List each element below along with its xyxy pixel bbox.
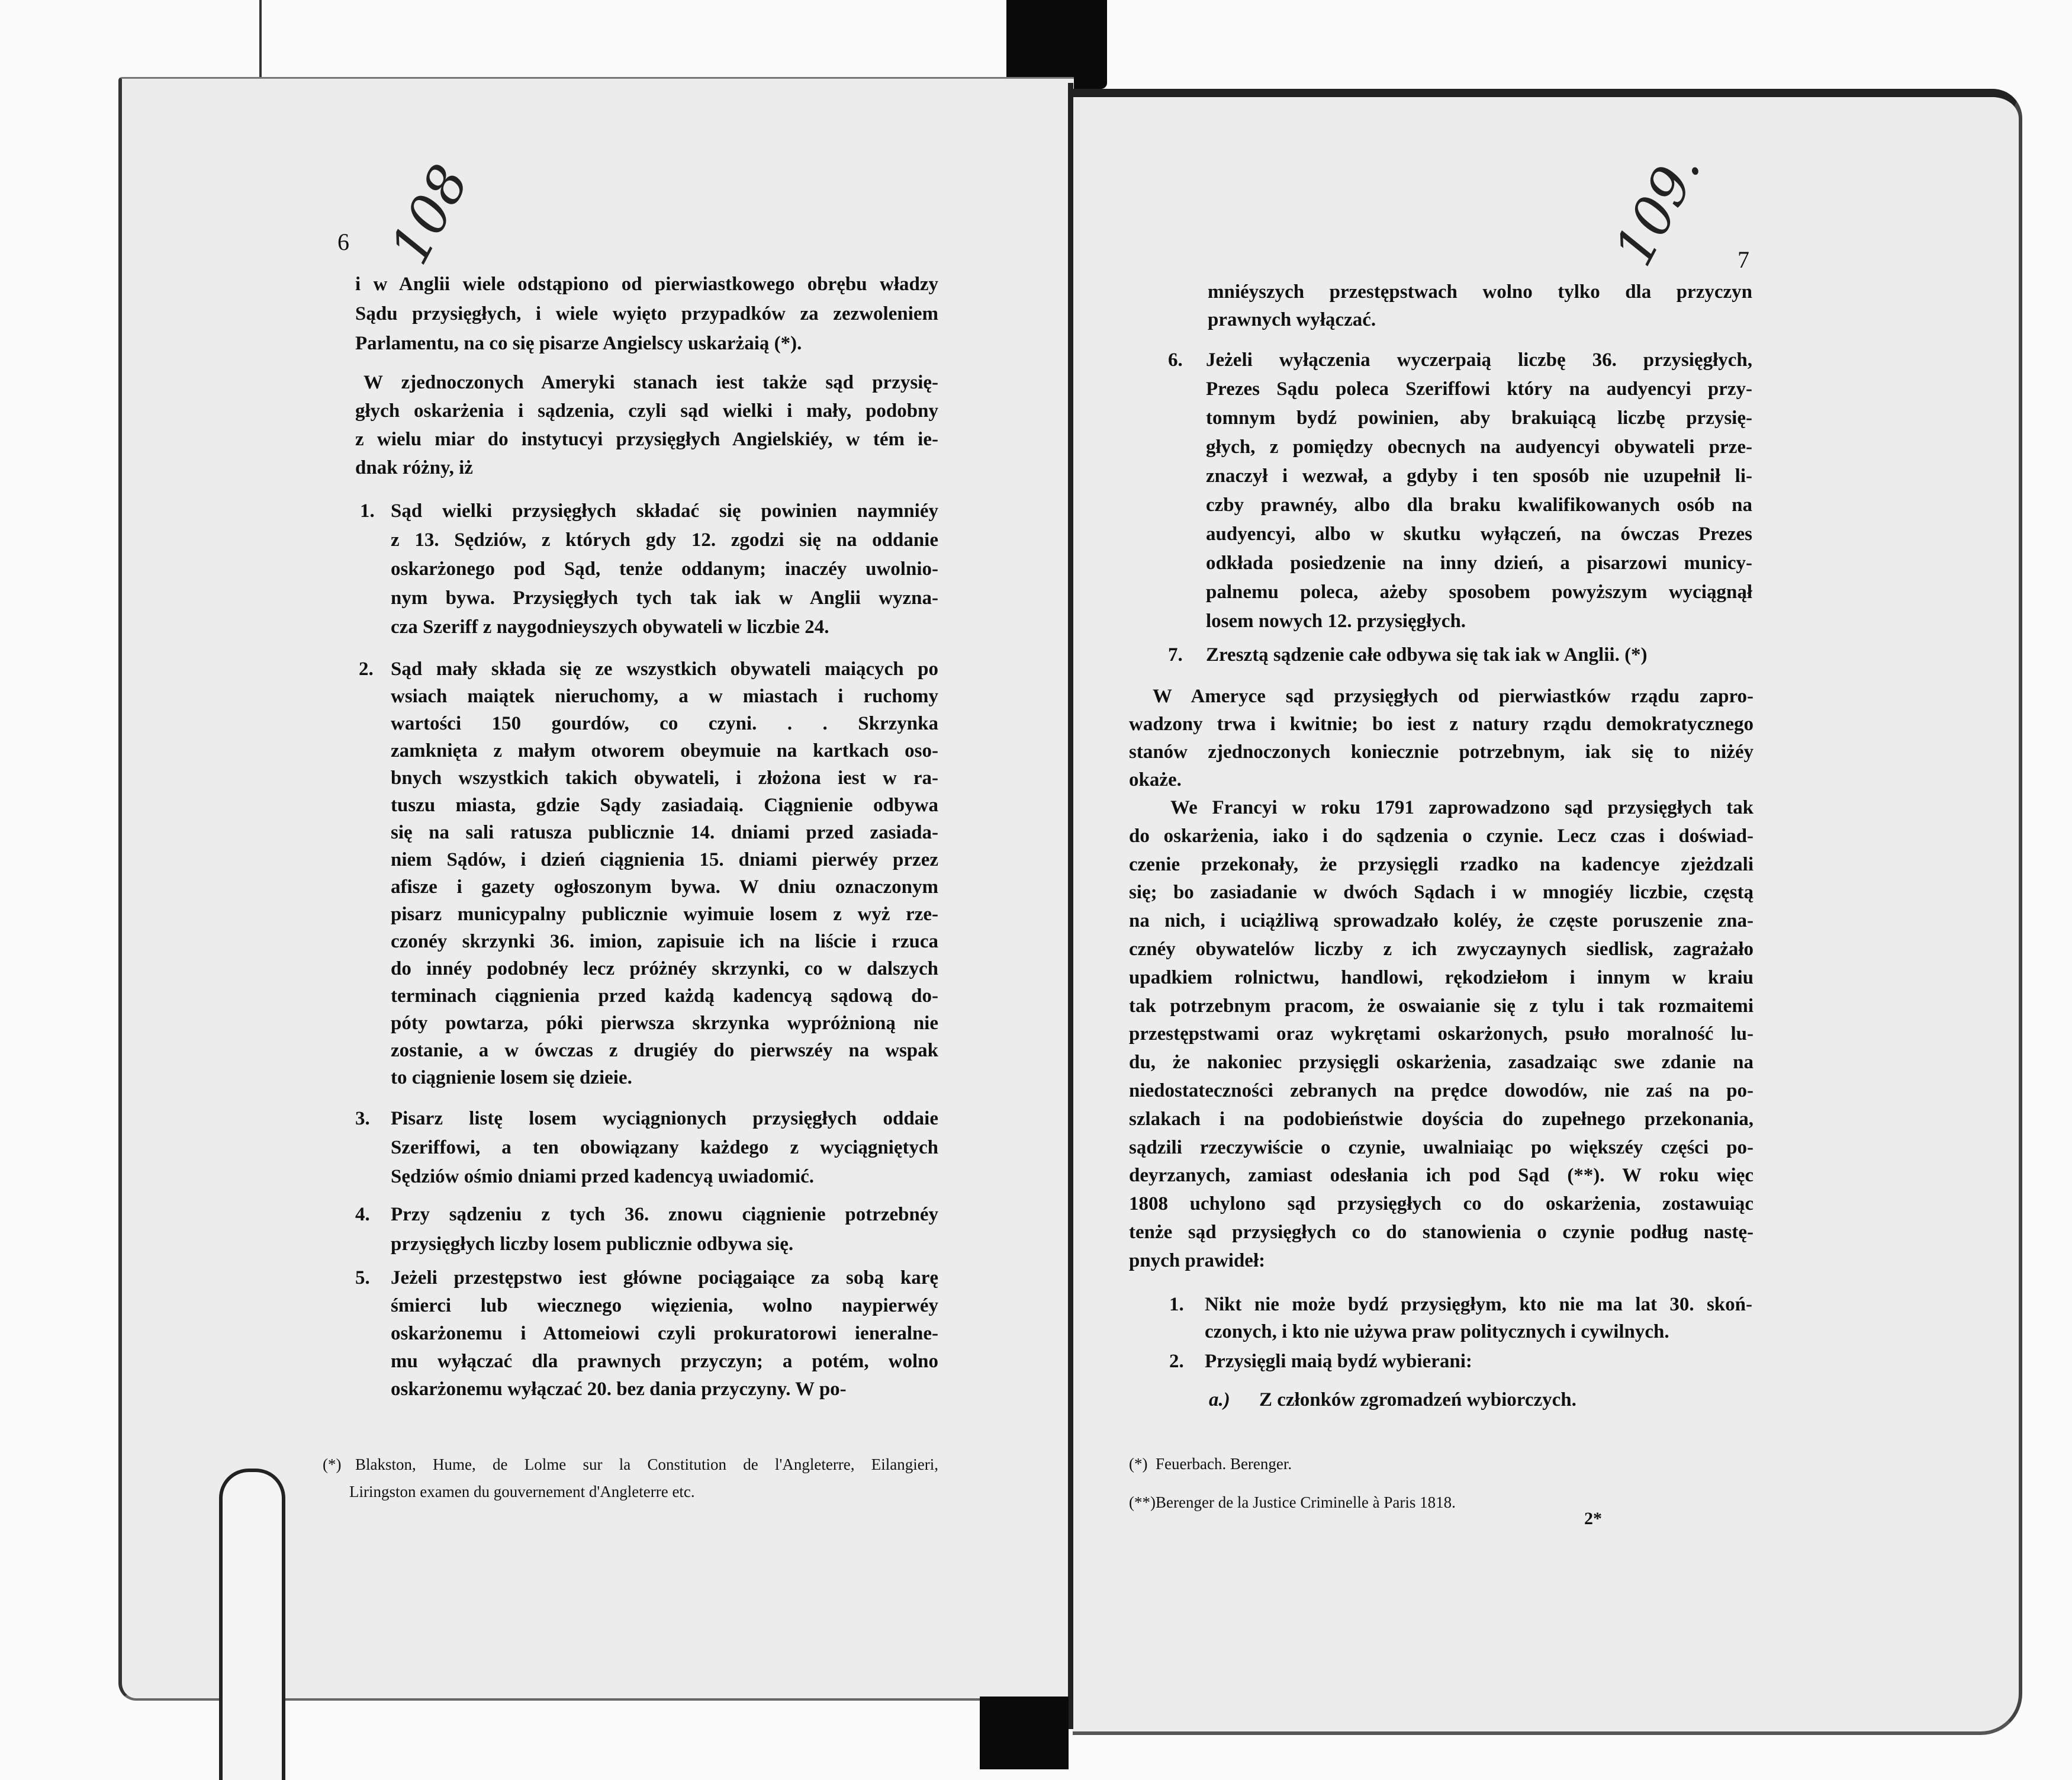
- text-line: mniéyszych przestępstwach wolno tylko dla przyczyn: [1208, 281, 1752, 303]
- list-number: 3.: [355, 1108, 370, 1129]
- text-line: głych oskarżenia i sądzenia, czyli sąd wielki i mały, podobny: [355, 400, 938, 422]
- text-line: nym bywa. Przysięgłych tych tak iak w Anglii wyzna-: [391, 587, 938, 609]
- text-line: tak potrzebnym pracom, że oswaianie się z tylu i tak rozmaitemi: [1129, 995, 1754, 1017]
- list-number: 7.: [1168, 644, 1183, 666]
- list-item-text: [391, 1104, 938, 1191]
- list-number: 4.: [355, 1204, 370, 1225]
- text-line: czonych, i kto nie używa praw politycznych i cywilnych.: [1205, 1321, 1669, 1342]
- text-line: upadkiem rolnictwu, handlowi, rękodziełom i innym w kraiu: [1129, 966, 1754, 988]
- text-line: odkłada posiedzenie na inny dzień, a pisarzowi municy-: [1206, 552, 1752, 574]
- text-line: Nikt nie może bydź przysięgłym, kto nie ma lat 30. skoń-: [1205, 1294, 1752, 1315]
- list-number: a.): [1209, 1389, 1230, 1410]
- text-line: Liringston examen du gouvernement d'Angleterre etc.: [349, 1483, 695, 1501]
- text-line: We Francyi w roku 1791 zaprowadzono sąd przysięgłych tak: [1170, 797, 1754, 818]
- text-line: Parlamentu, na co się pisarze Angielscy uskarżaią (*).: [355, 333, 802, 354]
- paragraph: [355, 368, 938, 482]
- book-gutter: [1068, 83, 1073, 1729]
- text-line: tomnym bydź powinien, aby brakuiącą liczbę przysię-: [1206, 407, 1752, 429]
- text-line: W zjednoczonych Ameryki stanach iest także sąd przysię-: [363, 372, 938, 393]
- page-number: 6: [337, 229, 349, 255]
- footnote-text: [1156, 1489, 1721, 1515]
- footnote-mark: (**): [1129, 1493, 1156, 1511]
- list-item: [355, 1200, 938, 1259]
- book-spine-shadow: [980, 1697, 1069, 1769]
- text-line: deyrzanych, zamiast odesłania ich pod Sąd (**). W roku więc: [1129, 1165, 1754, 1187]
- text-line: Feuerbach. Berenger.: [1156, 1455, 1292, 1473]
- text-line: oskarżonemu wyłączać 20. bez dania przyczyny. W po-: [391, 1379, 847, 1400]
- text-line: Pisarz listę losem wyciągnionych przysięgłych oddaie: [391, 1108, 938, 1129]
- list-item-text: [1206, 346, 1752, 636]
- text-line: Sąd wielki przysięgłych składać się powinien naymniéy: [391, 500, 938, 522]
- text-line: przestępstwami oraz wykrętami oskarżonych, psuło moralność lu-: [1129, 1023, 1754, 1045]
- list-item: [1169, 1291, 1752, 1345]
- footnote: [1129, 1451, 1721, 1477]
- list-item: [355, 497, 938, 642]
- text-line: niem Sądów, i dzień ciągnienia 15. dniami pierwéy przez: [391, 849, 938, 870]
- text-line: tenże sąd przysięgłych co do stanowienia o czynie podług nastę-: [1129, 1221, 1754, 1243]
- text-line: cznéy obywatelów liczby z ich zwyczaynych siedlisk, zagrażało: [1129, 938, 1754, 960]
- text-line: pisarz municypalny publicznie wyimuie losem z wyż rze-: [391, 904, 938, 925]
- text-line: to ciągnienie losem się dzieie.: [391, 1067, 632, 1088]
- text-line: czonéy skrzynki 36. imion, zapisuie ich na liście i rzuca: [391, 931, 938, 952]
- text-line: zamknięta z małym otworem obeymuie na kartkach oso-: [391, 740, 938, 762]
- list-item-text: [1259, 1386, 1742, 1413]
- text-line: stanów zjednoczonych koniecznie potrzebnym, iak się to niżéy: [1129, 741, 1754, 763]
- text-line: prawnych wyłączać.: [1208, 309, 1376, 330]
- text-line: szlakach i na podobieństwie doyścia do zupełnego przekonania,: [1129, 1108, 1754, 1130]
- sub-list-item: [1209, 1386, 1742, 1413]
- text-line: Szeriffowi, a ten obowiązany każdego z wyciągniętych: [391, 1137, 938, 1158]
- handwritten-folio: 108: [378, 155, 481, 274]
- text-line: na nich, i uciążliwą sprowadzało koléy, że częste poruszenie zna-: [1129, 910, 1754, 932]
- footnote-text: [1156, 1451, 1721, 1477]
- footnote-mark: (*): [1129, 1455, 1148, 1473]
- text-line: Blakston, Hume, de Lolme sur la Constitution de l'Angleterre, Eilangieri,: [355, 1456, 938, 1473]
- list-item-text: [1206, 641, 1752, 670]
- text-line: afisze i gazety ogłoszonym bywa. W dniu oznaczonym: [391, 876, 938, 898]
- text-line: wsiach maiątek nieruchomy, a w miastach i ruchomy: [391, 686, 938, 707]
- list-item: [355, 1264, 938, 1403]
- list-item: [1168, 641, 1752, 670]
- text-line: z 13. Sędziów, z których gdy 12. zgodzi się na oddanie: [391, 529, 938, 551]
- text-line: audyencyi, albo w skutku wyłączeń, na ówczas Prezes: [1206, 523, 1752, 545]
- text-line: pnych prawideł:: [1129, 1249, 1266, 1271]
- list-item: [355, 1104, 938, 1191]
- text-line: terminach ciągnienia przed każdą kadencyą sądową do-: [391, 985, 938, 1007]
- text-line: du, że nakoniec przysięgli oskarżenia, zasadzaiąc swe zdanie na: [1129, 1052, 1754, 1074]
- text-line: do innéy podobnéy lecz próżnéy skrzynki, co w dalszych: [391, 958, 938, 979]
- text-line: śmierci lub wiecznego więzienia, wolno naypierwéy: [391, 1295, 938, 1316]
- footnote-mark: (*): [323, 1456, 342, 1473]
- signature-mark: 2*: [1584, 1509, 1602, 1528]
- text-line: 1808 uchylono sąd przysięgłych co do oskarżenia, zostawuiąc: [1129, 1193, 1754, 1215]
- text-line: póty powtarza, póki pierwsza skrzynka wypróżnioną nie: [391, 1013, 938, 1034]
- text-line: czby prawnéy, albo dla braku kwalifikowanych osób na: [1206, 494, 1752, 516]
- text-line: zostanie, a w ówczas z drugiéy do pierwszéy na wspak: [391, 1040, 938, 1061]
- paragraph: [355, 269, 938, 358]
- paragraph: [1129, 794, 1754, 1275]
- text-line: oskarżonego pod Sąd, tenże oddanym; inaczéy uwolnio-: [391, 558, 938, 580]
- list-number: 1.: [360, 500, 375, 522]
- text-line: wartości 150 gourdów, co czyni. . . Skrzynka: [391, 713, 938, 734]
- text-line: niedostateczności zebranych na prędce dowodów, nie zaś na po-: [1129, 1079, 1754, 1101]
- list-number: 2.: [359, 658, 374, 680]
- footnote-text: [349, 1451, 938, 1505]
- list-item-text: [391, 497, 938, 642]
- paragraph: [1129, 683, 1754, 794]
- text-line: znaczył i wezwał, a gdyby i ten sposób nie uzupełnił li-: [1206, 465, 1752, 487]
- text-line: palnemu poleca, ażeby sposobem powyższym wyciągnął: [1206, 581, 1752, 603]
- text-line: czenie przekonały, że przysięgli rzadko na kadencye zjeżdzali: [1129, 853, 1754, 875]
- list-number: 6.: [1168, 349, 1183, 371]
- text-line: do oskarżenia, iako i do sądzenia o czynie. Lecz czas i doświad-: [1129, 825, 1754, 847]
- text-line: okaże.: [1129, 769, 1182, 791]
- text-line: dnak różny, iż: [355, 457, 473, 478]
- text-line: tuszu miasta, gdzie Sądy zasiadaią. Ciągnienie odbywa: [391, 795, 938, 816]
- page-number: 7: [1738, 246, 1749, 273]
- text-line: Jeżeli wyłączenia wyczerpaią liczbę 36. przysięgłych,: [1206, 349, 1752, 371]
- handwritten-folio: 109.: [1602, 142, 1713, 276]
- text-line: przysięgłych liczby losem publicznie odbywa się.: [391, 1233, 794, 1255]
- list-item-text: [1205, 1291, 1752, 1345]
- text-line: cza Szeriff z naygodnieyszych obywateli w liczbie 24.: [391, 616, 829, 638]
- bookmark-strip: [219, 1469, 285, 1780]
- list-item: [1168, 346, 1752, 636]
- text-line: losem nowych 12. przysięgłych.: [1206, 611, 1466, 632]
- text-line: Zresztą sądzenie całe odbywa się tak iak w Anglii. (*): [1206, 644, 1648, 666]
- list-item: [355, 656, 938, 1091]
- list-item-text: [391, 1264, 938, 1403]
- book-spine-shadow: [1006, 0, 1107, 89]
- list-item-text: [391, 656, 938, 1091]
- text-line: i w Anglii wiele odstąpiono od pierwiastkowego obrębu władzy: [355, 274, 938, 295]
- text-line: oskarżonemu i Attomeiowi czyli prokuratorowi ieneralne-: [391, 1323, 938, 1344]
- text-line: sądzili rzeczywiście o czynie, uwalniaiąc po większéy części po-: [1129, 1136, 1754, 1158]
- list-number: 1.: [1169, 1294, 1184, 1315]
- text-line: Z członków zgromadzeń wybiorczych.: [1259, 1389, 1576, 1410]
- list-item-text: [1205, 1348, 1752, 1375]
- text-line: Prezes Sądu poleca Szeriffowi który na audyencyi przy-: [1206, 378, 1752, 400]
- text-line: Sędziów ośmio dniami przed kadencyą uwiadomić.: [391, 1166, 815, 1187]
- list-number: 2.: [1169, 1351, 1184, 1372]
- text-line: wadzony trwa i kwitnie; bo iest z natury rządu demokratycznego: [1129, 714, 1754, 735]
- footnote: [323, 1451, 938, 1505]
- footnote: [1129, 1489, 1721, 1515]
- text-line: z wielu miar do instytucyi przysięgłych Angielskiéy, w tém ie-: [355, 429, 938, 450]
- list-item-text: [391, 1200, 938, 1259]
- paragraph: [1208, 278, 1752, 334]
- text-line: Sądu przysięgłych, i wiele wyięto przypadków za zezwoleniem: [355, 303, 938, 324]
- text-line: W Ameryce sąd przysięgłych od pierwiastków rządu zapro-: [1153, 686, 1754, 707]
- text-line: się; bo zasiadanie w dwóch Sądach i w mnogiéy liczbie, częstą: [1129, 882, 1754, 904]
- text-line: Berenger de la Justice Criminelle à Paris 1818.: [1156, 1493, 1456, 1511]
- text-line: głych, z pomiędzy obecnych na audyencyi obywateli prze-: [1206, 436, 1752, 458]
- text-line: Jeżeli przestępstwo iest główne pociągaiące za sobą karę: [391, 1267, 938, 1289]
- text-line: się na sali ratusza publicznie 14. dniami przed zasiada-: [391, 822, 938, 843]
- text-line: Przy sądzeniu z tych 36. znowu ciągnienie potrzebnéy: [391, 1204, 938, 1225]
- text-line: mu wyłączać dla prawnych przyczyn; a potém, wolno: [391, 1351, 938, 1372]
- text-line: bnych wszystkich takich obywateli, i złożona iest w ra-: [391, 767, 938, 789]
- list-number: 5.: [355, 1267, 370, 1289]
- text-line: Przysięgli maią bydź wybierani:: [1205, 1351, 1472, 1372]
- list-item: [1169, 1348, 1752, 1375]
- text-line: Sąd mały składa się ze wszystkich obywateli maiących po: [391, 658, 938, 680]
- scan-artifact-line: [259, 0, 262, 77]
